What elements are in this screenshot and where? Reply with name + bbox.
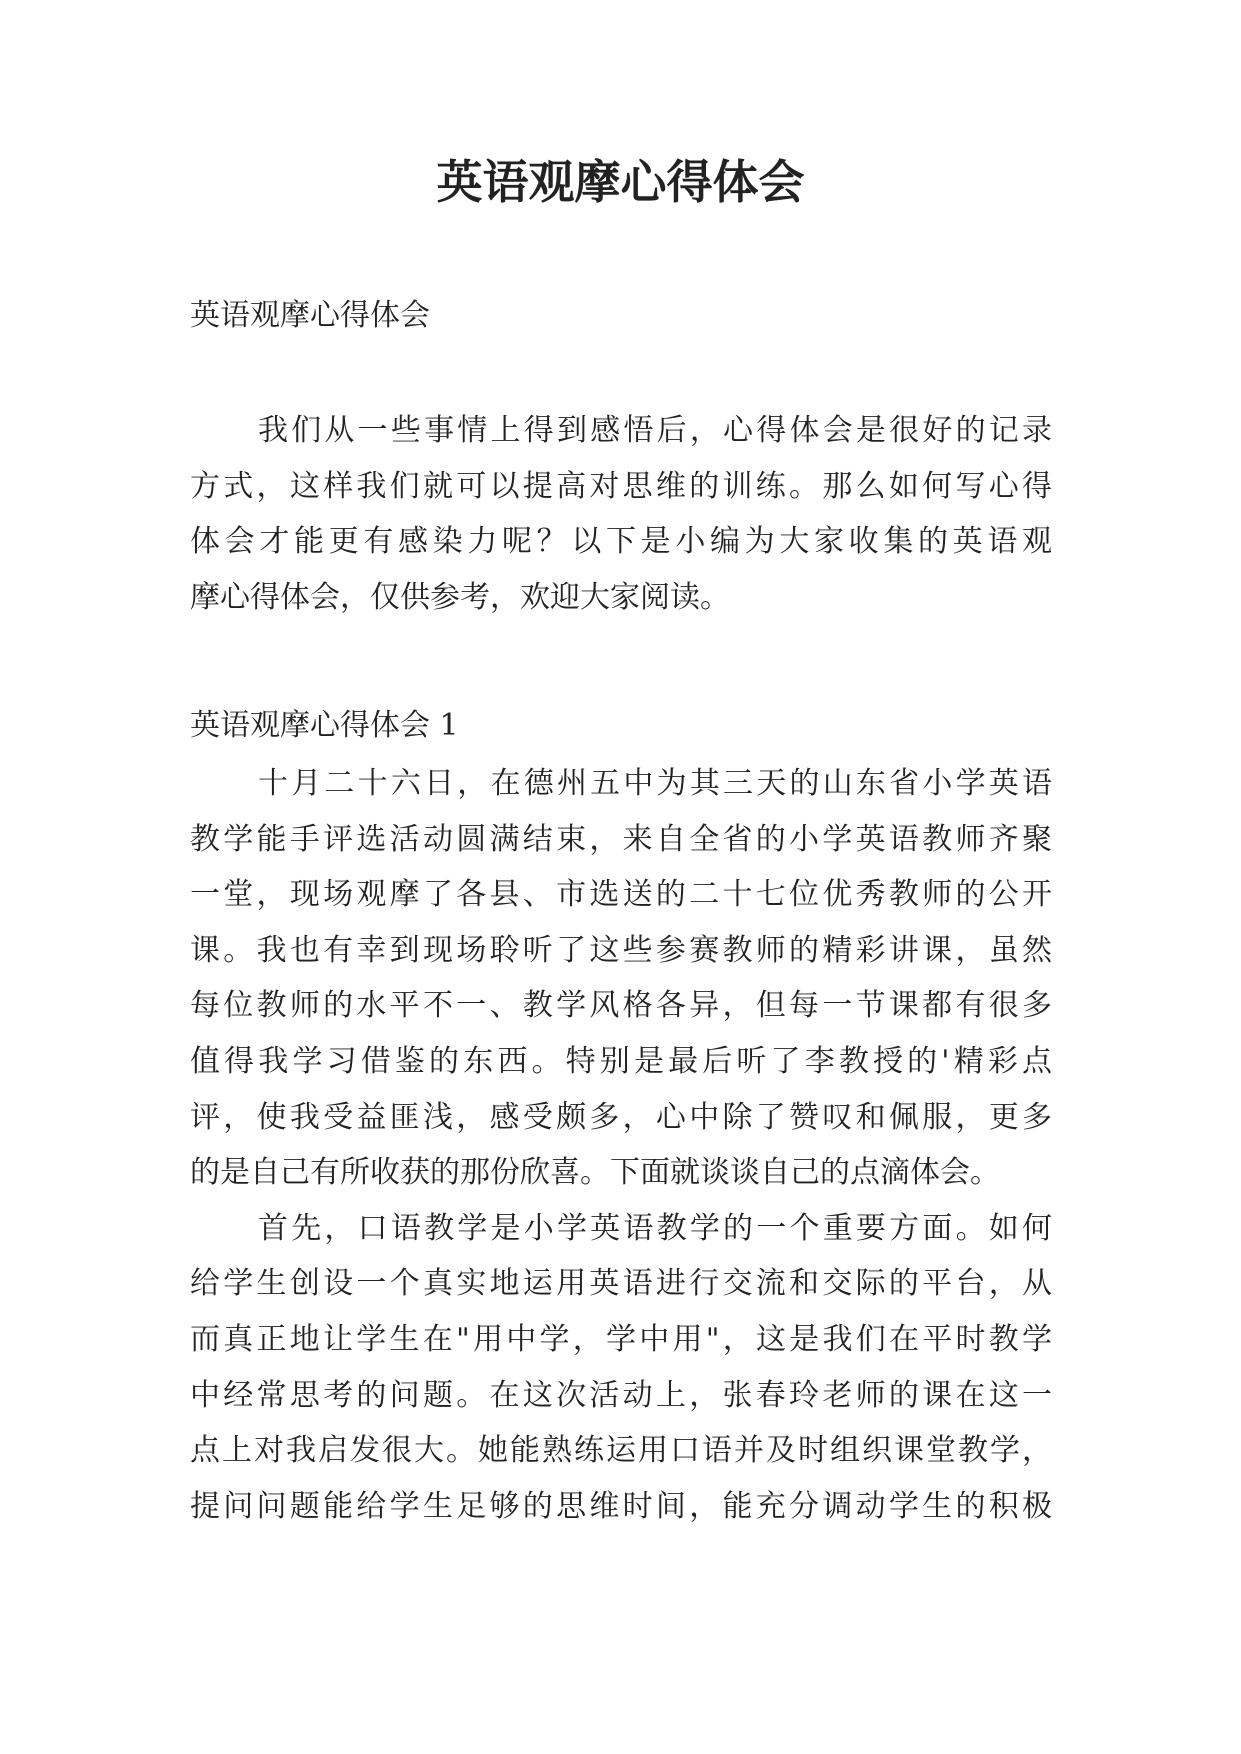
paragraph-line: 我们从一些事情上得到感悟后，心得体会是很好的记录 bbox=[258, 413, 1052, 448]
paragraph-line: 十月二十六日，在德州五中为其三天的山东省小学英语 bbox=[258, 766, 1052, 801]
paragraph-line: 课。我也有幸到现场聆听了这些参赛教师的精彩讲课，虽然 bbox=[190, 932, 1052, 968]
paragraph-line: 一堂，现场观摩了各县、市选送的二十七位优秀教师的公开 bbox=[190, 877, 1052, 913]
paragraph-line: 每位教师的水平不一、教学风格各异，但每一节课都有很多 bbox=[190, 988, 1052, 1024]
paragraph-line: 提问问题能给学生足够的思维时间，能充分调动学生的积极 bbox=[190, 1488, 1052, 1524]
paragraph-line: 评，使我受益匪浅，感受颇多，心中除了赞叹和佩服，更多 bbox=[190, 1099, 1052, 1135]
document-subtitle: 英语观摩心得体会 bbox=[190, 298, 430, 333]
paragraph-line: 给学生创设一个真实地运用英语进行交流和交际的平台，从 bbox=[190, 1266, 1052, 1302]
paragraph-line: 中经常思考的问题。在这次活动上，张春玲老师的课在这一 bbox=[190, 1377, 1052, 1413]
paragraph-line: 点上对我启发很大。她能熟练运用口语并及时组织课堂教学， bbox=[190, 1433, 1052, 1469]
intro-paragraph bbox=[190, 411, 1052, 633]
section-heading: 英语观摩心得体会 1 bbox=[190, 708, 459, 743]
paragraph-line: 的是自己有所收获的那份欣喜。下面就谈谈自己的点滴体会。 bbox=[190, 1155, 1000, 1191]
paragraph-line: 方式，这样我们就可以提高对思维的训练。那么如何写心得 bbox=[190, 468, 1052, 504]
document-title: 英语观摩心得体会 bbox=[436, 155, 805, 209]
paragraph-line: 体会才能更有感染力呢？以下是小编为大家收集的英语观 bbox=[190, 524, 1052, 560]
paragraph-line: 摩心得体会，仅供参考，欢迎大家阅读。 bbox=[190, 579, 730, 615]
paragraph-line: 首先，口语教学是小学英语教学的一个重要方面。如何 bbox=[258, 1210, 1052, 1246]
body-text bbox=[190, 764, 1052, 1542]
paragraph-line: 值得我学习借鉴的东西。特别是最后听了李教授的'精彩点 bbox=[190, 1043, 1052, 1079]
paragraph-line: 教学能手评选活动圆满结束，来自全省的小学英语教师齐聚 bbox=[190, 821, 1052, 857]
paragraph-line: 而真正地让学生在"用中学，学中用"，这是我们在平时教学 bbox=[190, 1321, 1052, 1357]
